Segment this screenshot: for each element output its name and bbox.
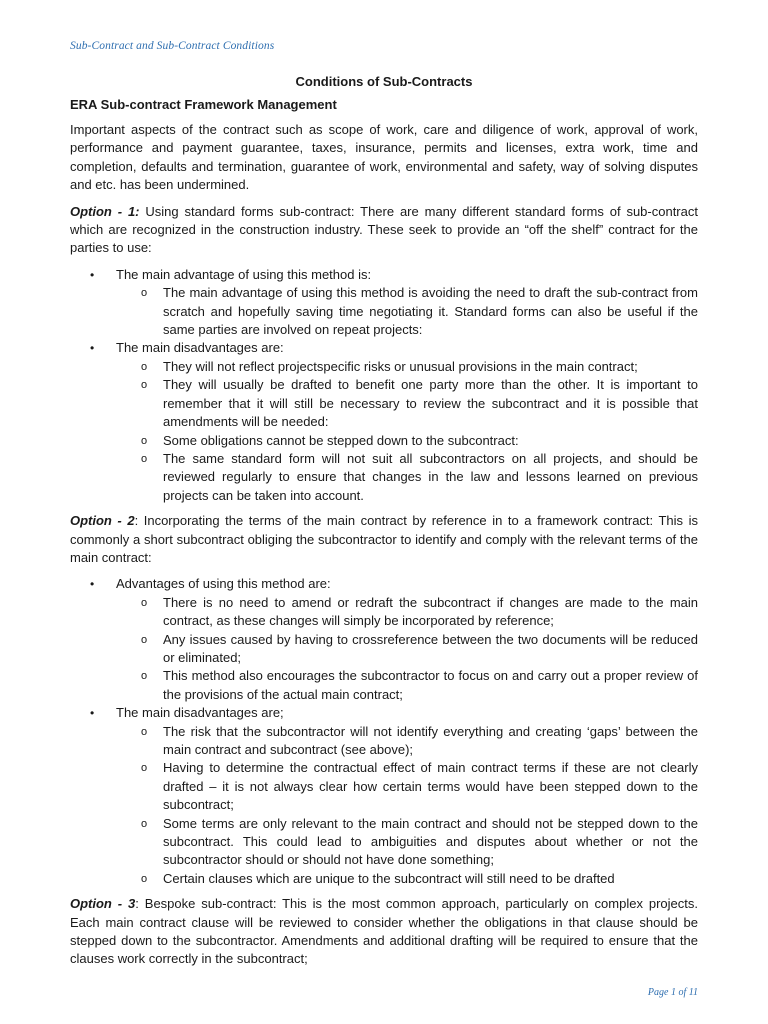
running-header: Sub-Contract and Sub-Contract Conditions — [70, 40, 275, 52]
sub-bullet-icon: o — [141, 762, 148, 775]
list-item — [116, 815, 698, 870]
option-3-paragraph — [70, 895, 698, 969]
option-2-advantages-item — [70, 575, 698, 704]
option-2-list — [70, 575, 698, 888]
option-3-text: : Bespoke sub-contract: This is the most common approach, particularly on complex projects. Each main contract clause will be reviewed to consider whether the obligations in that clause should be stepped down to the subcontractor. Amendments and additional drafting will be required to ensure that the clauses work correctly in the subcontract; — [70, 896, 698, 967]
sub-bullet-icon: o — [141, 287, 148, 300]
option-1-text: Using standard forms sub-contract: There are many different standard forms of sub-contract which are recognized in the construction industry. These seek to provide an “off the shelf” contract for the parties to use: — [70, 203, 698, 256]
list-item-text: They will not reflect projectspecific risks or unusual provisions in the main contract; — [163, 358, 638, 374]
list-item-text: The risk that the subcontractor will not identify everything and creating ‘gaps’ between the main contract and subcontract (see above); — [163, 723, 698, 757]
list-item-text: Certain clauses which are unique to the subcontract will still need to be drafted — [163, 870, 615, 886]
option-2-advantages-heading: Advantages of using this method are: — [116, 576, 331, 592]
option-1-advantages-list — [116, 284, 698, 339]
list-item-text: There is no need to amend or redraft the subcontract if changes are made to the main contract, as these changes will simply be incorporated by reference; — [163, 594, 698, 629]
sub-bullet-icon: o — [141, 633, 148, 646]
sub-bullet-icon: o — [141, 379, 148, 392]
list-item-text: The same standard form will not suit all subcontractors on all projects, and should be reviewed regularly to ensure that changes in the law and lessons learned on previous projects can be taken into account. — [163, 450, 698, 503]
sub-bullet-icon: o — [141, 596, 148, 609]
option-2-paragraph — [70, 512, 698, 567]
list-item — [116, 870, 698, 888]
sub-bullet-icon: o — [141, 452, 148, 465]
sub-bullet-icon: o — [141, 872, 148, 885]
option-1-disadvantages-list — [116, 358, 698, 505]
sub-bullet-icon: o — [141, 434, 148, 447]
list-item-text: Having to determine the contractual effect of main contract terms if these are not clearly drafted – it is not always clear how certain terms would have been stepped down to the subcontract; — [163, 760, 698, 813]
list-item — [116, 631, 698, 668]
list-item — [116, 432, 698, 450]
document-title: Conditions of Sub-Contracts — [295, 74, 473, 89]
bullet-icon: • — [90, 267, 95, 282]
option-2-text: : Incorporating the terms of the main contract by reference in to a framework contract: This is commonly a short subcontract obliging the subcontractor to identify and comply with the relevant terms of the main contract: — [70, 513, 698, 565]
list-item — [116, 358, 698, 376]
sub-bullet-icon: o — [141, 817, 148, 830]
intro-paragraph: Important aspects of the contract such as scope of work, care and diligence of work, approval of work, performance and payment guarantee, taxes, insurance, permits and licenses, extra work, time and completion, defaults and termination, guarantee of work, environmental and safety, way of solving disputes and etc. has been undermined. — [70, 122, 698, 193]
list-item — [116, 594, 698, 631]
option-1-disadvantages-item — [70, 339, 698, 505]
option-1-label: Option - 1: — [70, 203, 140, 219]
option-3-label: Option - 3 — [70, 896, 136, 912]
sub-bullet-icon: o — [141, 360, 148, 373]
list-item-text: The main advantage of using this method is avoiding the need to draft the sub-contract from scratch and hopefully saving time negotiating it. Standard forms can also be useful if the same parties are involved on repeat projects: — [163, 285, 698, 338]
list-item — [116, 723, 698, 760]
bullet-icon: • — [90, 577, 95, 592]
list-item-text: Some terms are only relevant to the main contract and should not be stepped down to the subcontract. This could lead to ambiguities and disputes about whether or not the subcontractor should or should not have done something; — [163, 815, 698, 868]
option-2-disadvantages-item — [70, 704, 698, 888]
bullet-icon: • — [90, 706, 95, 721]
page-number: Page 1 of 11 — [647, 987, 698, 998]
list-item — [116, 284, 698, 339]
list-item-text: Some obligations cannot be stepped down to the subcontract: — [163, 432, 519, 448]
option-2-advantages-list — [116, 594, 698, 704]
option-2-label: Option - 2 — [70, 513, 135, 529]
list-item — [116, 667, 698, 704]
list-item — [116, 376, 698, 431]
sub-bullet-icon: o — [141, 670, 148, 683]
option-1-list — [70, 266, 698, 505]
section-heading: ERA Sub-contract Framework Management — [70, 97, 337, 112]
option-1-advantages-item — [70, 266, 698, 340]
option-2-disadvantages-heading: The main disadvantages are; — [116, 705, 284, 721]
option-2-disadvantages-list — [116, 723, 698, 889]
bullet-icon: • — [90, 341, 95, 356]
document-page — [70, 40, 698, 977]
list-item-text: This method also encourages the subcontractor to focus on and carry out a proper review of the provisions of the actual main contract; — [163, 668, 698, 702]
option-1-disadvantages-heading: The main disadvantages are: — [116, 340, 284, 356]
list-item — [116, 759, 698, 814]
list-item-text: Any issues caused by having to crossreference between the two documents will be reduced or eliminated; — [163, 631, 698, 665]
option-1-paragraph — [70, 203, 698, 258]
list-item — [116, 450, 698, 505]
sub-bullet-icon: o — [141, 725, 148, 738]
option-1-advantages-heading: The main advantage of using this method is: — [116, 266, 372, 282]
list-item-text: They will usually be drafted to benefit one party more than the other. It is important to remember that it will still be necessary to review the subcontract and it is possible that amendments will be needed: — [163, 377, 698, 430]
